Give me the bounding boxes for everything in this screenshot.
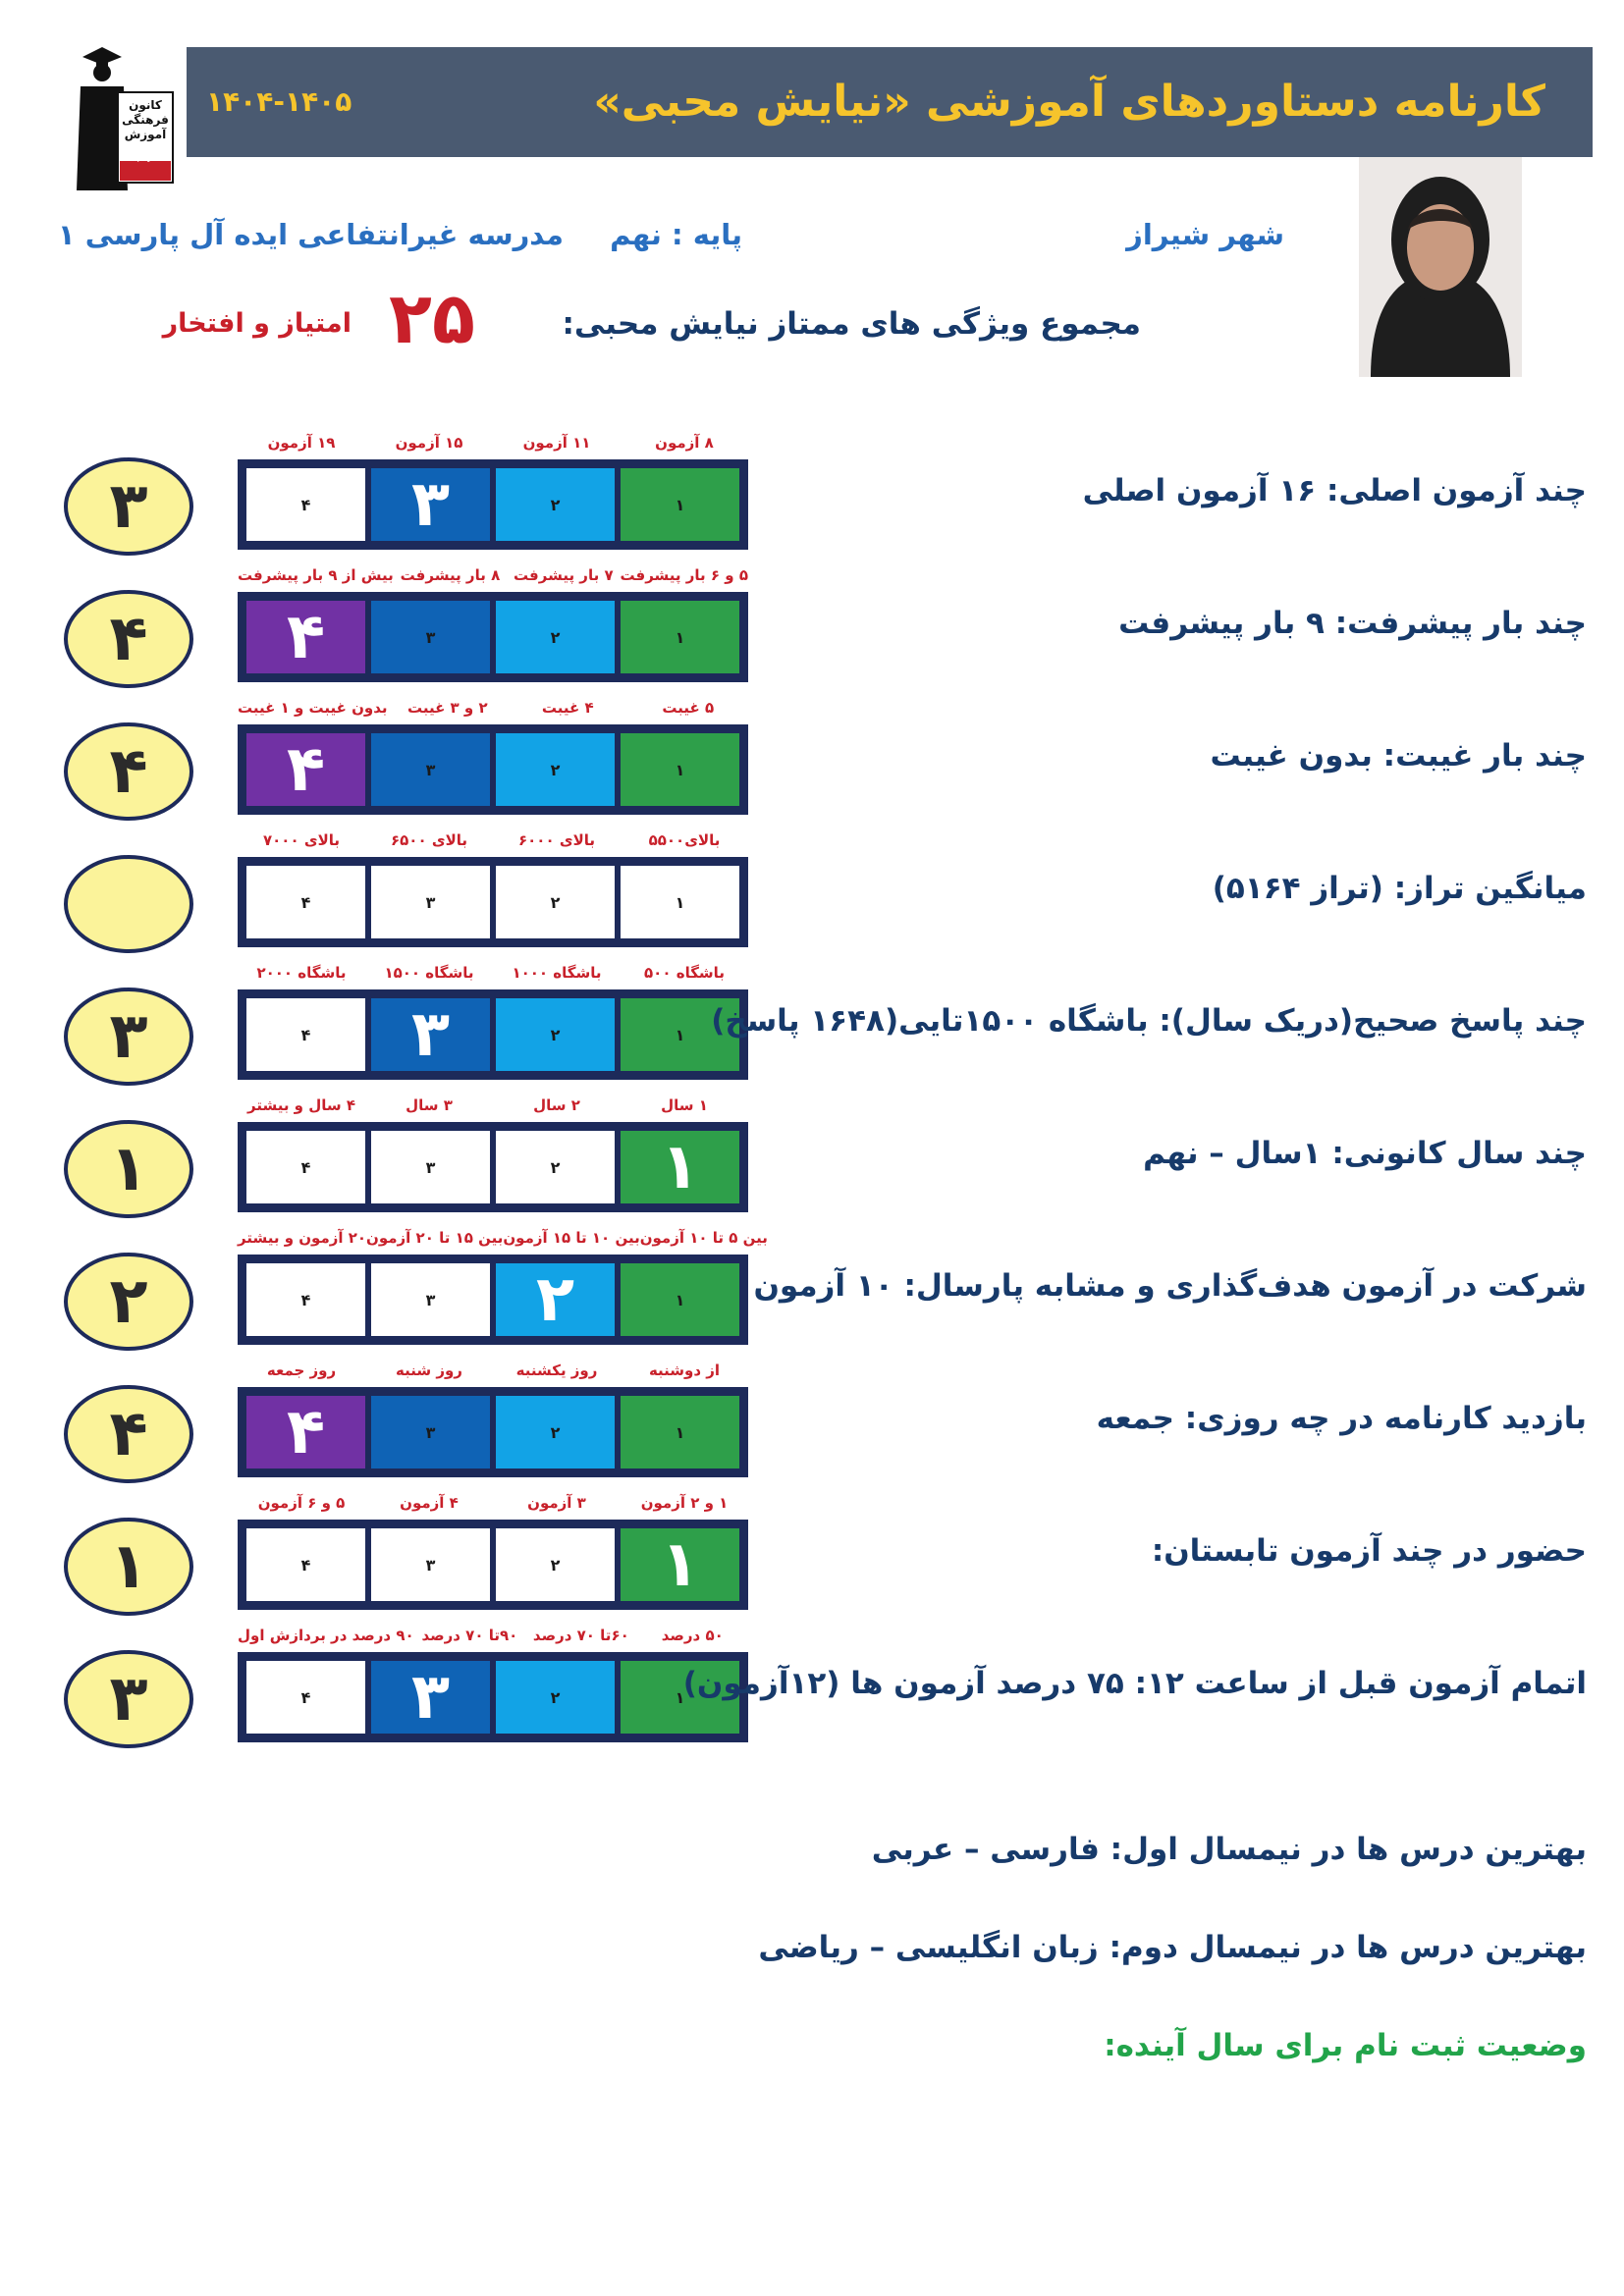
- threshold-label: ۴ غیبت: [541, 699, 594, 717]
- threshold-label: بین ۱۰ تا ۱۵ آزمون: [503, 1229, 640, 1247]
- criteria-question: چند آزمون اصلی: ۱۶ آزمون اصلی: [1082, 473, 1587, 508]
- score-circle: ۱: [64, 1120, 193, 1218]
- threshold-label: باشگاه ۵۰۰: [644, 964, 725, 982]
- criteria-row: [0, 1225, 1624, 1357]
- threshold-label: ۱۱ آزمون: [522, 434, 591, 452]
- level-cell-4: ۴: [246, 866, 365, 938]
- level-thresholds: [238, 695, 748, 721]
- level-cell-3: ۳: [371, 1661, 490, 1734]
- threshold-label: باشگاه ۱۰۰۰: [512, 964, 602, 982]
- level-thresholds: [238, 828, 748, 853]
- criteria-row: [0, 695, 1624, 827]
- threshold-label: ۷ بار پیشرفت: [514, 566, 614, 584]
- criteria-row: [0, 828, 1624, 959]
- logo-line-1: کانون: [129, 98, 162, 112]
- best-lessons-sem1: بهترین درس ها در نیمسال اول: فارسی – عربی: [871, 1832, 1587, 1867]
- level-thresholds: [238, 960, 748, 986]
- criteria-row: [0, 1623, 1624, 1754]
- criteria-question: شرکت در آزمون هدف‌گذاری و مشابه پارسال: ۱۰ آزمون: [753, 1268, 1587, 1304]
- threshold-label: روز شنبه: [396, 1362, 462, 1379]
- threshold-label: ۱ سال: [661, 1096, 708, 1114]
- score-circle: [64, 855, 193, 953]
- threshold-label: ۱ و ۲ آزمون: [640, 1494, 729, 1512]
- level-thresholds: [238, 1093, 748, 1118]
- features-label: مجموع ویژگی های ممتاز نیایش محبی:: [562, 306, 1141, 342]
- level-thresholds: [238, 1490, 748, 1516]
- school-year: ۱۴۰۴-۱۴۰۵: [206, 85, 352, 118]
- level-cell-1: ۱: [621, 1396, 739, 1468]
- criteria-question: چند پاسخ صحیح(دریک سال): باشگاه ۱۵۰۰تایی(۱۶۴۸ پاسخ): [711, 1003, 1587, 1039]
- level-cell-2: ۲: [496, 1396, 615, 1468]
- criteria-question: چند سال کانونی: ۱سال – نهم: [1143, 1136, 1587, 1171]
- criteria-row: [0, 1358, 1624, 1489]
- criteria-row: [0, 960, 1624, 1092]
- level-grid: [238, 1122, 748, 1212]
- level-cell-4: ۴: [246, 1661, 365, 1734]
- level-grid: [238, 1255, 748, 1345]
- level-cell-2: ۲: [496, 733, 615, 806]
- level-thresholds: [238, 1225, 768, 1251]
- score-suffix: امتیاز و افتخار: [162, 308, 352, 339]
- threshold-label: بدون غیبت و ۱ غیبت: [238, 699, 388, 717]
- threshold-label: ۵ و ۶ آزمون: [257, 1494, 346, 1512]
- total-score: ۲۵: [389, 277, 475, 359]
- level-cell-2: ۲: [496, 998, 615, 1071]
- threshold-label: بین ۱۵ تا ۲۰ آزمون: [366, 1229, 504, 1247]
- criteria-question: حضور در چند آزمون تابستان:: [1151, 1533, 1587, 1569]
- criteria-row: [0, 430, 1624, 561]
- criteria-question: اتمام آزمون قبل از ساعت ۱۲: ۷۵ درصد آزمون ها (۱۲آزمون): [682, 1666, 1587, 1701]
- level-cell-3: ۳: [371, 1263, 490, 1336]
- score-circle: ۴: [64, 590, 193, 688]
- level-cell-1: ۱: [621, 1661, 739, 1734]
- level-cell-2: ۲: [496, 1661, 615, 1734]
- best-lessons-sem2: بهترین درس ها در نیمسال دوم: زبان انگلیسی – ریاضی: [758, 1930, 1587, 1965]
- criteria-question: چند بار پیشرفت: ۹ بار پیشرفت: [1118, 606, 1587, 641]
- threshold-label: بین ۵ تا ۱۰ آزمون: [639, 1229, 768, 1247]
- criteria-row: [0, 1490, 1624, 1622]
- threshold-label: روز یکشنبه: [515, 1362, 598, 1379]
- threshold-label: ۲ سال: [533, 1096, 580, 1114]
- criteria-question: بازدید کارنامه در چه روزی: جمعه: [1096, 1401, 1587, 1436]
- criteria-row: [0, 562, 1624, 694]
- kanoon-logo: [59, 43, 177, 200]
- level-cell-3: ۳: [371, 601, 490, 673]
- level-cell-2: ۲: [496, 468, 615, 541]
- level-cell-1: ۱: [621, 601, 739, 673]
- city-label: شهر شیراز: [1126, 218, 1284, 251]
- level-cell-1: ۱: [621, 1263, 739, 1336]
- level-cell-4: ۴: [246, 1263, 365, 1336]
- level-cell-4: ۴: [246, 1528, 365, 1601]
- level-cell-2: ۲: [496, 866, 615, 938]
- level-cell-2: ۲: [496, 1263, 615, 1336]
- level-thresholds: [238, 562, 748, 588]
- threshold-label: ۴ سال و بیشتر: [246, 1096, 356, 1114]
- criteria-row: [0, 1093, 1624, 1224]
- page-title: کارنامه دستاوردهای آموزشی «نیایش محبی»: [593, 77, 1545, 127]
- level-cell-3: ۳: [371, 1528, 490, 1601]
- score-circle: ۳: [64, 988, 193, 1086]
- threshold-label: بالای ۶۰۰۰: [517, 831, 596, 849]
- threshold-label: ۵۰ درصد: [661, 1627, 724, 1644]
- threshold-label: ۸ بار پیشرفت: [400, 566, 501, 584]
- level-cell-4: ۴: [246, 601, 365, 673]
- level-cell-3: ۳: [371, 1396, 490, 1468]
- threshold-label: از دوشنبه: [648, 1362, 721, 1379]
- school-label: مدرسه غیرانتفاعی ایده آل پارسی ۱: [57, 218, 564, 251]
- level-thresholds: [238, 430, 748, 455]
- registration-status: وضعیت ثبت نام برای سال آینده:: [1104, 2028, 1587, 2063]
- level-grid: [238, 592, 748, 682]
- threshold-label: باشگاه ۱۵۰۰: [384, 964, 474, 982]
- level-thresholds: [238, 1623, 748, 1648]
- score-circle: ۴: [64, 1385, 193, 1483]
- threshold-label: ۱۹ آزمون: [267, 434, 336, 452]
- score-circle: ۴: [64, 722, 193, 821]
- threshold-label: بالای ۷۰۰۰: [262, 831, 341, 849]
- level-cell-3: ۳: [371, 733, 490, 806]
- logo-line-2: فرهنگی: [122, 113, 169, 127]
- header-bar: [187, 47, 1593, 157]
- threshold-label: روز جمعه: [266, 1362, 337, 1379]
- score-circle: ۳: [64, 457, 193, 556]
- level-cell-3: ۳: [371, 468, 490, 541]
- level-cell-4: ۴: [246, 1396, 365, 1468]
- threshold-label: بیش از ۹ بار پیشرفت: [238, 566, 394, 584]
- threshold-label: ۹۰ درصد در بردازش اول: [238, 1627, 414, 1644]
- level-cell-3: ۳: [371, 866, 490, 938]
- logo-line-3: آموزش: [124, 128, 167, 141]
- grade-label: پایه : نهم: [610, 218, 742, 251]
- level-cell-1: ۱: [621, 998, 739, 1071]
- level-grid: [238, 1387, 748, 1477]
- criteria-question: چند بار غیبت: بدون غیبت: [1210, 738, 1587, 774]
- threshold-label: ۲ و ۳ غیبت: [406, 699, 488, 717]
- level-cell-4: ۴: [246, 998, 365, 1071]
- level-cell-1: ۱: [621, 1528, 739, 1601]
- threshold-label: ۹۰تا ۷۰ درصد: [421, 1627, 518, 1644]
- threshold-label: ۸ آزمون: [655, 434, 714, 452]
- logo-line-4: قلم چی: [122, 148, 169, 162]
- score-circle: ۱: [64, 1518, 193, 1616]
- score-circle: ۲: [64, 1253, 193, 1351]
- threshold-label: بالای۵۵۰۰: [648, 831, 721, 849]
- level-cell-3: ۳: [371, 998, 490, 1071]
- threshold-label: بالای ۶۵۰۰: [390, 831, 468, 849]
- level-grid: [238, 459, 748, 550]
- level-cell-4: ۴: [246, 468, 365, 541]
- criteria-question: میانگین تراز: (تراز ۵۱۶۴): [1212, 871, 1587, 906]
- level-grid: [238, 857, 748, 947]
- threshold-label: ۵ و ۶ بار پیشرفت: [620, 566, 748, 584]
- score-circle: ۳: [64, 1650, 193, 1748]
- threshold-label: باشگاه ۲۰۰۰: [256, 964, 347, 982]
- level-cell-1: ۱: [621, 866, 739, 938]
- threshold-label: ۶۰تا ۷۰ درصد: [532, 1627, 629, 1644]
- level-cell-2: ۲: [496, 1131, 615, 1203]
- student-photo: [1359, 157, 1522, 377]
- level-grid: [238, 1520, 748, 1610]
- level-cell-2: ۲: [496, 601, 615, 673]
- threshold-label: ۲۰ آزمون و بیشتر: [238, 1229, 367, 1247]
- level-grid: [238, 989, 748, 1080]
- level-thresholds: [238, 1358, 748, 1383]
- level-cell-4: ۴: [246, 1131, 365, 1203]
- level-cell-1: ۱: [621, 1131, 739, 1203]
- level-grid: [238, 724, 748, 815]
- level-cell-3: ۳: [371, 1131, 490, 1203]
- threshold-label: ۳ آزمون: [527, 1494, 586, 1512]
- level-cell-1: ۱: [621, 468, 739, 541]
- threshold-label: ۴ آزمون: [400, 1494, 459, 1512]
- threshold-label: ۱۵ آزمون: [395, 434, 463, 452]
- level-cell-4: ۴: [246, 733, 365, 806]
- threshold-label: ۵ غیبت: [662, 699, 715, 717]
- threshold-label: ۳ سال: [406, 1096, 453, 1114]
- level-cell-2: ۲: [496, 1528, 615, 1601]
- level-grid: [238, 1652, 748, 1742]
- level-cell-1: ۱: [621, 733, 739, 806]
